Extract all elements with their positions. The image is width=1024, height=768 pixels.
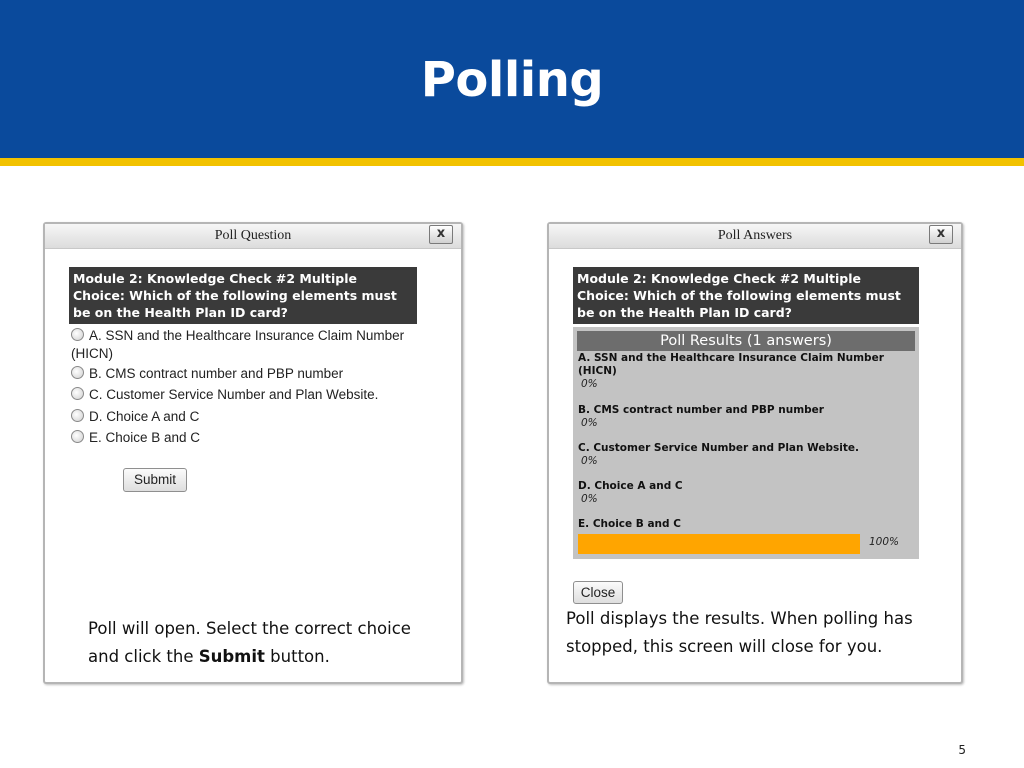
page-number: 5 [958, 743, 966, 757]
radio-icon[interactable] [71, 387, 84, 400]
poll-results-panel [573, 327, 919, 559]
result-percent-a: 0% [581, 378, 598, 390]
radio-icon[interactable] [71, 430, 84, 443]
poll-option-d[interactable] [71, 408, 199, 426]
result-percent-e: 100% [869, 536, 900, 548]
poll-answers-question-text: Module 2: Knowledge Check #2 Multiple Choice: Which of the following elements must be on the Health Plan ID card? [573, 267, 919, 324]
poll-option-label: B. CMS contract number and PBP number [89, 366, 344, 381]
radio-icon[interactable] [71, 366, 84, 379]
poll-option-e[interactable] [71, 429, 200, 447]
close-icon[interactable]: x [929, 225, 953, 244]
poll-answers-caption: Poll displays the results. When polling has stopped, this screen will close for you. [566, 609, 913, 656]
result-label-d: D. Choice A and C [578, 480, 683, 492]
result-label-b: B. CMS contract number and PBP number [578, 404, 824, 416]
poll-results-title: Poll Results (1 answers) [577, 331, 915, 351]
header-stripe [0, 158, 1024, 166]
result-label-a: A. SSN and the Healthcare Insurance Claim Number (HICN) [578, 352, 884, 377]
result-percent-c: 0% [581, 455, 598, 467]
poll-question-text: Module 2: Knowledge Check #2 Multiple Choice: Which of the following elements must be on the Health Plan ID card? [69, 267, 417, 324]
slide-title: Polling [420, 52, 604, 108]
poll-question-titlebar [45, 224, 461, 249]
poll-answers-titlebar [549, 224, 961, 249]
poll-option-a[interactable] [71, 327, 423, 363]
result-label-c: C. Customer Service Number and Plan Website. [578, 442, 859, 454]
poll-option-label: E. Choice B and C [89, 430, 201, 445]
radio-icon[interactable] [71, 328, 84, 341]
radio-icon[interactable] [71, 409, 84, 422]
result-percent-b: 0% [581, 417, 598, 429]
poll-option-label: D. Choice A and C [89, 409, 200, 424]
poll-answers-window-title: Poll Answers [717, 228, 793, 243]
result-label-e: E. Choice B and C [578, 518, 681, 530]
poll-question-window [43, 222, 463, 684]
poll-question-caption: Poll will open. Select the correct choice and click the Submit button. [88, 619, 411, 666]
close-icon[interactable]: x [429, 225, 453, 244]
poll-question-window-title: Poll Question [214, 228, 292, 243]
poll-option-label: C. Customer Service Number and Plan Website. [89, 387, 379, 402]
poll-answers-window [547, 222, 963, 684]
submit-button[interactable]: Submit [123, 468, 187, 492]
poll-option-c[interactable] [71, 386, 378, 404]
poll-option-label: A. SSN and the Healthcare Insurance Claim Number (HICN) [71, 328, 405, 361]
result-percent-d: 0% [581, 493, 598, 505]
result-bar-e [578, 534, 860, 554]
close-button[interactable]: Close [573, 581, 623, 604]
poll-option-b[interactable] [71, 365, 343, 383]
